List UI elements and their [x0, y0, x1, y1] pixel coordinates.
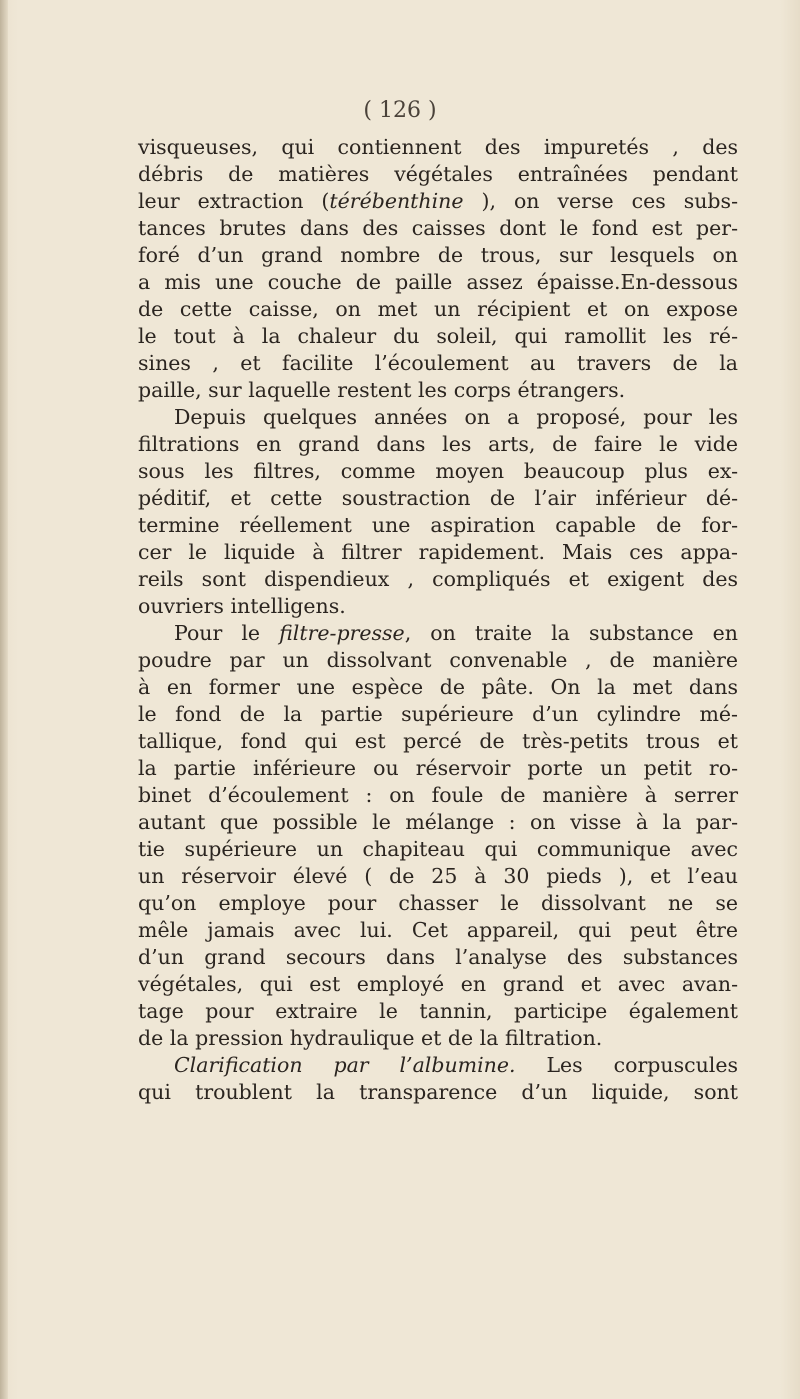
text-line [138, 809, 738, 836]
text-line [138, 161, 738, 188]
text-line [138, 188, 738, 215]
text-segment: à en former une espèce de pâte. On la met dans [138, 675, 738, 699]
text-segment: débris de matières végétales entraînées pendant [138, 162, 738, 186]
text-line [138, 323, 738, 350]
text-line [138, 242, 738, 269]
text-line [138, 593, 738, 620]
text-segment: a mis une couche de paille assez épaisse.En-dessous [138, 270, 738, 294]
text-line [138, 971, 738, 998]
text-line [138, 836, 738, 863]
body-text [138, 134, 738, 1106]
text-line [138, 863, 738, 890]
text-line [138, 350, 738, 377]
text-segment: leur extraction ( [138, 189, 330, 213]
text-line [138, 566, 738, 593]
text-segment: de la pression hydraulique et de la filtration. [138, 1026, 603, 1050]
text-segment: reils sont dispendieux , compliqués et exigent des [138, 567, 738, 591]
text-segment: d’un grand secours dans l’analyse des substances [138, 945, 738, 969]
text-segment: la partie inférieure ou réservoir porte un petit ro- [138, 756, 738, 780]
text-line [138, 404, 738, 431]
text-segment: poudre par un dissolvant convenable , de manière [138, 648, 738, 672]
text-segment: visqueuses, qui contiennent des impuretés , des [138, 135, 738, 159]
text-line [138, 539, 738, 566]
text-segment: un réservoir élevé ( de 25 à 30 pieds ), et l’eau [138, 864, 738, 888]
text-segment: sines , et facilite l’écoulement au travers de la [138, 351, 738, 375]
text-line [138, 782, 738, 809]
text-segment: de cette caisse, on met un récipient et on expose [138, 297, 738, 321]
text-segment: paille, sur laquelle restent les corps étrangers. [138, 378, 626, 402]
italic-text: térébenthine [329, 189, 464, 213]
text-line [138, 1079, 738, 1106]
text-line [138, 728, 738, 755]
text-segment: végétales, qui est employé en grand et avec avan- [138, 972, 738, 996]
text-segment: foré d’un grand nombre de trous, sur lesquels on [138, 243, 738, 267]
text-segment: autant que possible le mélange : on visse à la par- [138, 810, 738, 834]
text-segment: , on traite la substance en [404, 621, 738, 645]
text-line [138, 458, 738, 485]
text-segment: ), on verse ces subs- [463, 189, 738, 213]
text-line [138, 917, 738, 944]
text-segment: péditif, et cette soustraction de l’air inférieur dé- [138, 486, 738, 510]
page-number: ( 126 ) [363, 98, 437, 123]
text-line [138, 134, 738, 161]
text-line [138, 674, 738, 701]
text-line [138, 512, 738, 539]
text-segment: tage pour extraire le tannin, participe également [138, 999, 738, 1023]
text-segment: cer le liquide à filtrer rapidement. Mais ces appa- [138, 540, 738, 564]
text-segment: Depuis quelques années on a proposé, pour les [174, 405, 738, 429]
text-line [138, 269, 738, 296]
text-line [138, 215, 738, 242]
text-segment: Pour le [174, 621, 280, 645]
italic-text: filtre-presse [279, 621, 405, 645]
text-line [138, 1052, 738, 1079]
text-line [138, 944, 738, 971]
text-segment: termine réellement une aspiration capable de for- [138, 513, 738, 537]
text-segment: tances brutes dans des caisses dont le fond est per- [138, 216, 738, 240]
text-line [138, 890, 738, 917]
text-line [138, 755, 738, 782]
text-line [138, 431, 738, 458]
text-line [138, 620, 738, 647]
text-segment: filtrations en grand dans les arts, de faire le vide [138, 432, 738, 456]
text-segment: qu’on employe pour chasser le dissolvant ne se [138, 891, 738, 915]
text-segment: qui troublent la transparence d’un liquide, sont [138, 1080, 738, 1104]
text-segment: Les corpuscules [515, 1053, 738, 1077]
text-segment: binet d’écoulement : on foule de manière à serrer [138, 783, 738, 807]
text-segment: mêle jamais avec lui. Cet appareil, qui peut être [138, 918, 738, 942]
text-segment: ouvriers intelligens. [138, 594, 346, 618]
text-line [138, 701, 738, 728]
text-segment: tie supérieure un chapiteau qui communique avec [138, 837, 738, 861]
text-segment: le tout à la chaleur du soleil, qui ramollit les ré- [138, 324, 738, 348]
italic-text: Clarification par l’albumine. [174, 1053, 516, 1077]
text-segment: sous les filtres, comme moyen beaucoup plus ex- [138, 459, 738, 483]
text-line [138, 998, 738, 1025]
text-line [138, 377, 738, 404]
text-line [138, 296, 738, 323]
text-segment: tallique, fond qui est percé de très-petits trous et [138, 729, 738, 753]
page-gutter [0, 0, 8, 1399]
text-line [138, 647, 738, 674]
text-line [138, 485, 738, 512]
text-line [138, 1025, 738, 1052]
text-segment: le fond de la partie supérieure d’un cylindre mé- [138, 702, 738, 726]
